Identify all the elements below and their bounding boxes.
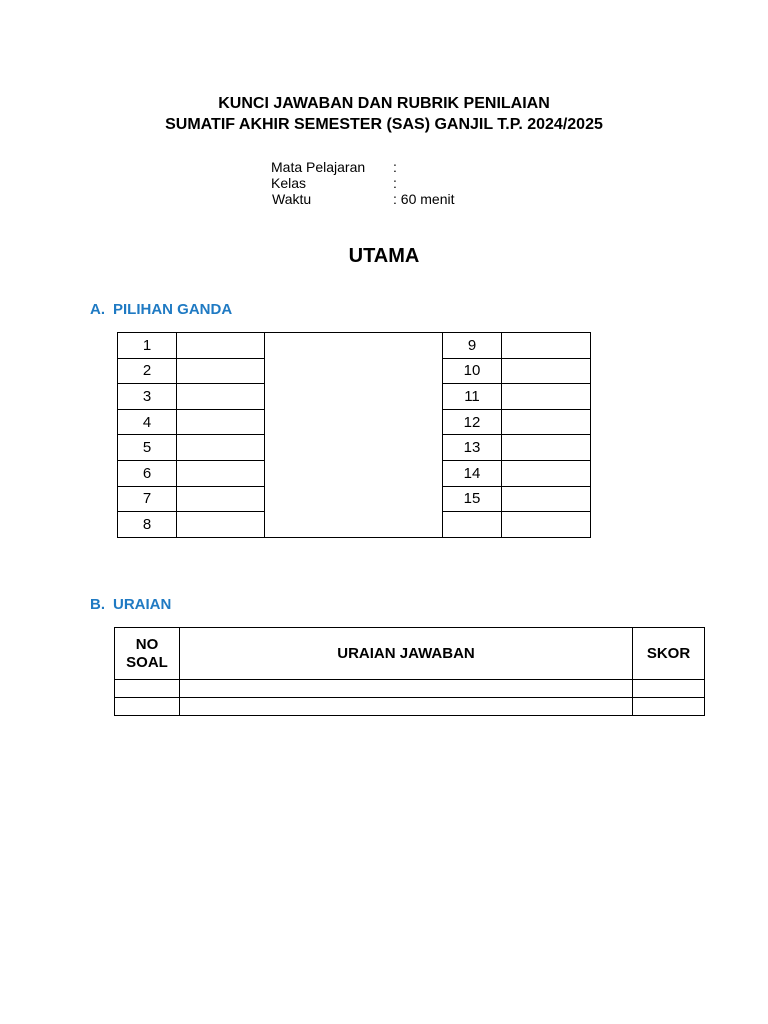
answer-cell[interactable] bbox=[502, 409, 591, 435]
question-number: 12 bbox=[443, 409, 502, 435]
question-number: 1 bbox=[118, 333, 177, 359]
answer-cell[interactable] bbox=[177, 486, 265, 512]
info-block bbox=[271, 159, 454, 207]
info-value: : bbox=[393, 175, 397, 191]
answer-cell[interactable] bbox=[502, 435, 591, 461]
info-row-waktu bbox=[271, 191, 454, 207]
answer-cell[interactable] bbox=[177, 512, 265, 538]
info-value: : bbox=[393, 159, 397, 175]
header-line: SOAL bbox=[126, 653, 168, 671]
answer-cell[interactable] bbox=[177, 409, 265, 435]
question-number: 15 bbox=[443, 486, 502, 512]
info-row-kelas bbox=[271, 175, 454, 191]
question-number: 4 bbox=[118, 409, 177, 435]
no-soal-cell[interactable] bbox=[115, 680, 180, 698]
answer-cell[interactable] bbox=[502, 358, 591, 384]
table-row bbox=[115, 680, 705, 698]
table-spacer-cell bbox=[265, 333, 443, 538]
section-label: PILIHAN GANDA bbox=[113, 301, 233, 318]
question-number: 11 bbox=[443, 384, 502, 410]
info-label: Kelas bbox=[271, 175, 307, 191]
section-a-title bbox=[90, 301, 232, 319]
answer-cell[interactable] bbox=[177, 384, 265, 410]
column-header-uraian-jawaban: URAIAN JAWABAN bbox=[180, 628, 633, 680]
answer-cell[interactable] bbox=[502, 460, 591, 486]
answer-cell[interactable] bbox=[177, 333, 265, 359]
info-label: Waktu bbox=[272, 191, 312, 207]
question-number: 9 bbox=[443, 333, 502, 359]
section-label: URAIAN bbox=[113, 596, 172, 613]
answer-cell[interactable] bbox=[177, 435, 265, 461]
info-row-mata-pelajaran bbox=[271, 159, 454, 175]
score-cell[interactable] bbox=[633, 680, 705, 698]
header-line: NO bbox=[135, 635, 159, 653]
question-number: 6 bbox=[118, 460, 177, 486]
question-number: 14 bbox=[443, 460, 502, 486]
section-number: A. bbox=[90, 301, 105, 318]
section-number: B. bbox=[90, 596, 105, 613]
info-label: Mata Pelajaran bbox=[271, 159, 366, 175]
answer-cell[interactable] bbox=[180, 680, 633, 698]
info-value: : 60 menit bbox=[393, 191, 455, 207]
answer-cell[interactable] bbox=[502, 384, 591, 410]
section-heading-utama: UTAMA bbox=[348, 245, 420, 267]
answer-cell[interactable] bbox=[502, 486, 591, 512]
answer-cell[interactable] bbox=[177, 460, 265, 486]
question-number: 3 bbox=[118, 384, 177, 410]
question-number: 7 bbox=[118, 486, 177, 512]
question-number: 5 bbox=[118, 435, 177, 461]
table-row bbox=[118, 333, 591, 359]
answer-cell[interactable] bbox=[502, 333, 591, 359]
question-number: 13 bbox=[443, 435, 502, 461]
answer-cell[interactable] bbox=[180, 698, 633, 716]
uraian-table bbox=[114, 627, 705, 716]
column-header-skor: SKOR bbox=[633, 628, 705, 680]
document-title-line-2: SUMATIF AKHIR SEMESTER (SAS) GANJIL T.P. 2024/2025 bbox=[165, 116, 603, 133]
question-number: 8 bbox=[118, 512, 177, 538]
document-title-line-1: KUNCI JAWABAN DAN RUBRIK PENILAIAN bbox=[218, 95, 550, 112]
score-cell[interactable] bbox=[633, 698, 705, 716]
table-row bbox=[115, 698, 705, 716]
question-number bbox=[443, 512, 502, 538]
answer-cell[interactable] bbox=[502, 512, 591, 538]
section-b-title bbox=[90, 596, 171, 614]
pilihan-ganda-table bbox=[117, 332, 591, 538]
column-header-no-soal bbox=[115, 628, 180, 680]
question-number: 10 bbox=[443, 358, 502, 384]
no-soal-cell[interactable] bbox=[115, 698, 180, 716]
question-number: 2 bbox=[118, 358, 177, 384]
table-header-row bbox=[115, 628, 705, 680]
answer-cell[interactable] bbox=[177, 358, 265, 384]
